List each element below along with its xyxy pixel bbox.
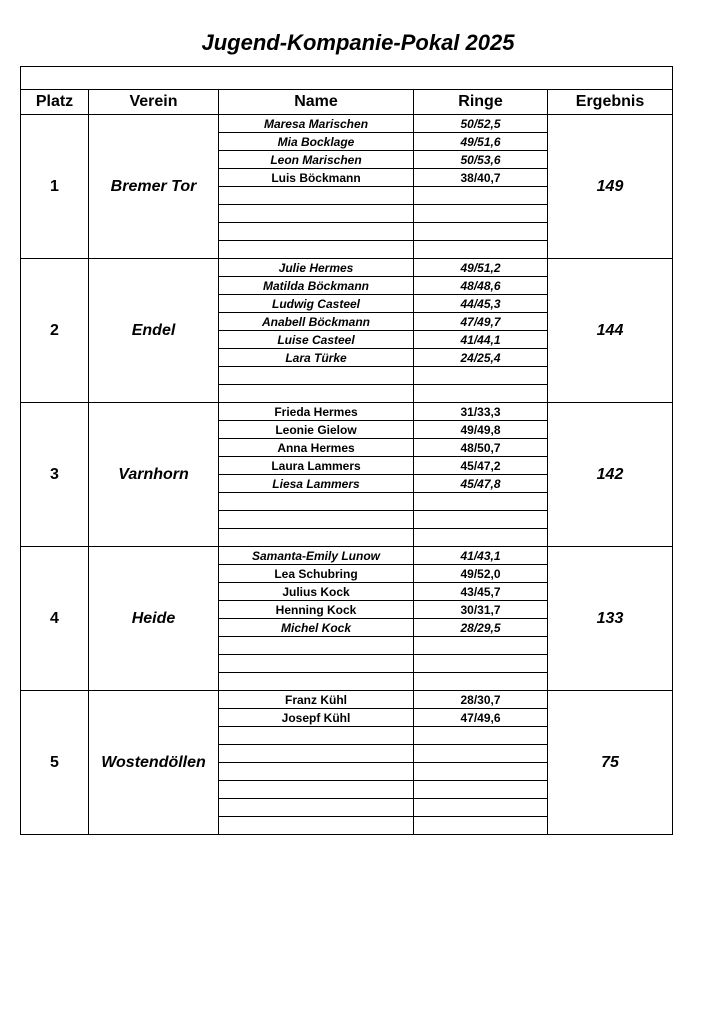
shooter-name-cell: [219, 223, 414, 241]
ringe-cell: 47/49,6: [414, 709, 548, 727]
ringe-cell: 41/44,1: [414, 331, 548, 349]
shooter-name-cell: Ludwig Casteel: [219, 295, 414, 313]
platz-cell: 4: [21, 547, 89, 691]
shooter-name-cell: Josepf Kühl: [219, 709, 414, 727]
ringe-cell: 24/25,4: [414, 349, 548, 367]
shooter-name-cell: Lea Schubring: [219, 565, 414, 583]
ringe-cell: [414, 781, 548, 799]
verein-cell: Wostendöllen: [89, 691, 219, 835]
shooter-name-cell: Anna Hermes: [219, 439, 414, 457]
shooter-name-cell: [219, 799, 414, 817]
shooter-name-cell: Matilda Böckmann: [219, 277, 414, 295]
shooter-name-cell: Julie Hermes: [219, 259, 414, 277]
ringe-cell: [414, 745, 548, 763]
verein-cell: Endel: [89, 259, 219, 403]
shooter-name-cell: Franz Kühl: [219, 691, 414, 709]
shooter-name-cell: [219, 727, 414, 745]
ringe-cell: [414, 817, 548, 835]
ringe-cell: 38/40,7: [414, 169, 548, 187]
shooter-name-cell: [219, 385, 414, 403]
ringe-cell: 31/33,3: [414, 403, 548, 421]
verein-cell: Varnhorn: [89, 403, 219, 547]
table-row: [21, 115, 673, 133]
ringe-cell: [414, 367, 548, 385]
shooter-name-cell: Laura Lammers: [219, 457, 414, 475]
ringe-cell: 28/29,5: [414, 619, 548, 637]
header-verein: Verein: [89, 90, 219, 115]
ringe-cell: [414, 673, 548, 691]
blank-top-cell: [21, 67, 673, 90]
shooter-name-cell: [219, 655, 414, 673]
shooter-name-cell: Luise Casteel: [219, 331, 414, 349]
ergebnis-cell: 133: [548, 547, 673, 691]
ergebnis-cell: 75: [548, 691, 673, 835]
ringe-cell: 47/49,7: [414, 313, 548, 331]
page-title: Jugend-Kompanie-Pokal 2025: [201, 30, 515, 55]
header-name: Name: [219, 90, 414, 115]
ergebnis-cell: 144: [548, 259, 673, 403]
ringe-cell: 41/43,1: [414, 547, 548, 565]
ringe-cell: [414, 637, 548, 655]
ergebnis-cell: 142: [548, 403, 673, 547]
ringe-cell: [414, 655, 548, 673]
ringe-cell: 49/51,6: [414, 133, 548, 151]
platz-cell: 1: [21, 115, 89, 259]
shooter-name-cell: Luis Böckmann: [219, 169, 414, 187]
shooter-name-cell: [219, 817, 414, 835]
shooter-name-cell: [219, 367, 414, 385]
platz-cell: 5: [21, 691, 89, 835]
ringe-cell: 49/51,2: [414, 259, 548, 277]
ringe-cell: 43/45,7: [414, 583, 548, 601]
ringe-cell: 45/47,8: [414, 475, 548, 493]
shooter-name-cell: Lara Türke: [219, 349, 414, 367]
ringe-cell: [414, 529, 548, 547]
shooter-name-cell: [219, 745, 414, 763]
ringe-cell: 28/30,7: [414, 691, 548, 709]
shooter-name-cell: [219, 781, 414, 799]
shooter-name-cell: [219, 511, 414, 529]
shooter-name-cell: Michel Kock: [219, 619, 414, 637]
ringe-cell: 30/31,7: [414, 601, 548, 619]
ringe-cell: [414, 493, 548, 511]
header-ringe: Ringe: [414, 90, 548, 115]
ringe-cell: 48/48,6: [414, 277, 548, 295]
shooter-name-cell: [219, 529, 414, 547]
ringe-cell: [414, 241, 548, 259]
table-row: [21, 691, 673, 709]
shooter-name-cell: [219, 493, 414, 511]
ringe-cell: [414, 511, 548, 529]
shooter-name-cell: Maresa Marischen: [219, 115, 414, 133]
shooter-name-cell: Henning Kock: [219, 601, 414, 619]
platz-cell: 3: [21, 403, 89, 547]
ringe-cell: [414, 187, 548, 205]
shooter-name-cell: Julius Kock: [219, 583, 414, 601]
shooter-name-cell: [219, 763, 414, 781]
shooter-name-cell: Liesa Lammers: [219, 475, 414, 493]
ringe-cell: 49/49,8: [414, 421, 548, 439]
ringe-cell: [414, 223, 548, 241]
blank-top-row: [21, 67, 673, 90]
shooter-name-cell: [219, 187, 414, 205]
shooter-name-cell: Leonie Gielow: [219, 421, 414, 439]
ringe-cell: 50/53,6: [414, 151, 548, 169]
shooter-name-cell: [219, 637, 414, 655]
ringe-cell: 48/50,7: [414, 439, 548, 457]
shooter-name-cell: Mia Bocklage: [219, 133, 414, 151]
ergebnis-cell: 149: [548, 115, 673, 259]
ringe-cell: [414, 799, 548, 817]
ringe-cell: 45/47,2: [414, 457, 548, 475]
ringe-cell: 50/52,5: [414, 115, 548, 133]
shooter-name-cell: [219, 205, 414, 223]
verein-cell: Heide: [89, 547, 219, 691]
shooter-name-cell: Leon Marischen: [219, 151, 414, 169]
shooter-name-cell: Samanta-Emily Lunow: [219, 547, 414, 565]
table-row: [21, 547, 673, 565]
shooter-name-cell: [219, 673, 414, 691]
table-row: [21, 259, 673, 277]
ringe-cell: [414, 205, 548, 223]
ringe-cell: [414, 727, 548, 745]
table-row: [21, 403, 673, 421]
header-row: [21, 90, 673, 115]
ringe-cell: [414, 385, 548, 403]
verein-cell: Bremer Tor: [89, 115, 219, 259]
ringe-cell: [414, 763, 548, 781]
ringe-cell: 44/45,3: [414, 295, 548, 313]
shooter-name-cell: [219, 241, 414, 259]
shooter-name-cell: Frieda Hermes: [219, 403, 414, 421]
results-table: [20, 66, 673, 835]
platz-cell: 2: [21, 259, 89, 403]
shooter-name-cell: Anabell Böckmann: [219, 313, 414, 331]
ringe-cell: 49/52,0: [414, 565, 548, 583]
header-platz: Platz: [21, 90, 89, 115]
header-ergebnis: Ergebnis: [548, 90, 673, 115]
